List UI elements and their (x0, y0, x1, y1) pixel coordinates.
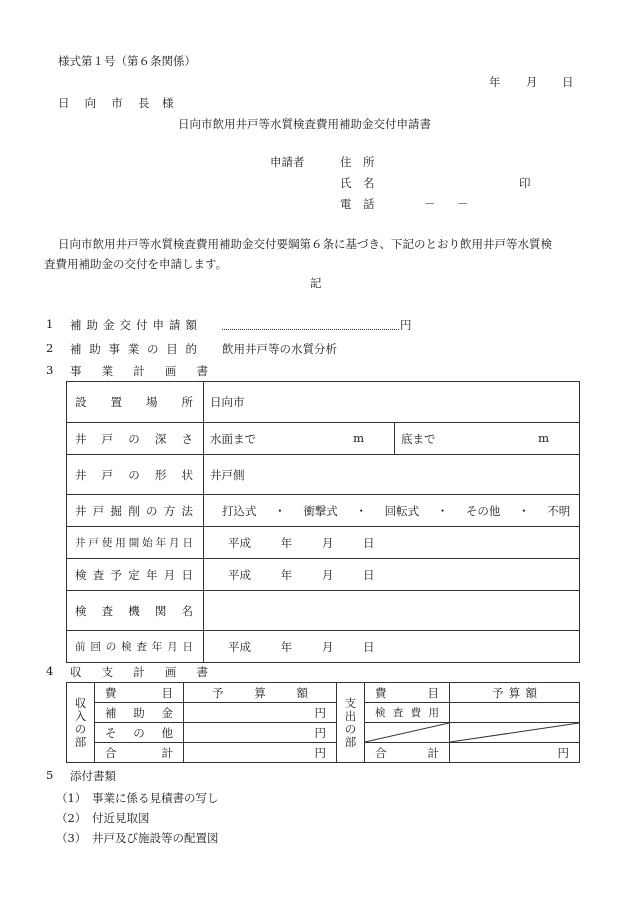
shape-label: 井戸の形状 (67, 455, 204, 495)
budget-row (67, 723, 580, 743)
method-option-kaiten[interactable]: 回転式 (384, 503, 420, 518)
expense-item-inspection: 検査費用 (365, 703, 450, 723)
expense-amount-inspection[interactable] (450, 703, 580, 723)
item2-value: 飲用井戸等の水質分析 (222, 342, 337, 356)
income-amount-subsidy[interactable]: 円 (184, 703, 337, 723)
income-item-subsidy: 補助金 (95, 703, 184, 723)
prev-date-value[interactable] (204, 631, 580, 663)
expense-item-total: 合計 (365, 743, 450, 763)
expense-amount-blank (450, 723, 580, 743)
expense-item-blank (365, 723, 450, 743)
income-section-label: 収入の部 (67, 683, 95, 763)
item1-unit: 円 (400, 318, 412, 332)
budget-header-row (67, 683, 580, 703)
income-col-item: 費目 (95, 683, 184, 703)
depth-water-label: 水面まで (210, 431, 256, 446)
method-option-unknown[interactable]: 不明 (547, 503, 571, 518)
item3-label: 事業計画書 (70, 364, 208, 378)
expense-col-item: 費目 (365, 683, 450, 703)
depth-water-unit: m (353, 430, 364, 445)
method-separator: ・ (436, 503, 449, 518)
attachment-3-text: 井戸及び施設等の配置図 (92, 831, 219, 845)
item1-label: 補助金交付申請額 (70, 318, 197, 332)
item4-label: 収支計画書 (70, 665, 208, 679)
era-label: 平成 (228, 567, 251, 582)
budget-row (67, 703, 580, 723)
diagonal-strike (450, 723, 579, 742)
depth-water-cell[interactable] (204, 423, 395, 455)
plan-row-agency (67, 591, 580, 631)
year-label: 年 (280, 639, 293, 654)
exam-date-value[interactable] (204, 559, 580, 591)
plan-row-depth (67, 423, 580, 455)
budget-table (66, 682, 580, 763)
body-text-line-1: 日向市飲用井戸等水質検査費用補助金交付要綱第６条に基づき、下記のとおり飲用井戸等水質検 (58, 237, 553, 251)
income-amount-total[interactable]: 円 (184, 743, 337, 763)
start-date-value[interactable] (204, 527, 580, 559)
depth-bottom-cell[interactable] (395, 423, 580, 455)
seal-mark: 印 (519, 176, 531, 190)
plan-row-method (67, 495, 580, 527)
item1-amount-field[interactable] (222, 317, 399, 333)
addressee-honorific: 様 (162, 96, 174, 110)
item2-number: 2 (46, 341, 54, 355)
diagonal-strike (365, 723, 449, 742)
phone-separator-1: － (424, 197, 436, 211)
name-label: 氏 名 (340, 176, 375, 190)
day-label: 日 (362, 639, 375, 654)
income-col-amount: 予算額 (184, 683, 337, 703)
prev-date-label: 前回の検査年月日 (67, 631, 204, 663)
page-title: 日向市飲用井戸等水質検査費用補助金交付申請書 (178, 117, 431, 131)
phone-label: 電 話 (340, 197, 375, 211)
year-label: 年 (280, 567, 293, 582)
item1-number: 1 (46, 317, 54, 331)
location-value[interactable]: 日向市 (204, 382, 580, 423)
date-day: 日 (562, 75, 574, 89)
plan-row-location (67, 382, 580, 423)
depth-label: 井戸の深さ (67, 423, 204, 455)
expense-section-label: 支出の部 (337, 683, 365, 763)
applicant-label: 申請者 (270, 155, 305, 169)
location-label: 設置場所 (67, 382, 204, 423)
method-separator: ・ (274, 503, 286, 518)
expense-amount-total[interactable]: 円 (450, 743, 580, 763)
day-label: 日 (362, 535, 375, 550)
body-text-line-2: 査費用補助金の交付を申請します。 (44, 257, 228, 271)
method-label: 井戸掘削の方法 (67, 495, 204, 527)
attachment-2-number: （2） (56, 811, 87, 825)
shape-value[interactable]: 井戸側 (204, 455, 580, 495)
addressee-name: 日 向 市 長 (58, 96, 156, 110)
date-month: 月 (526, 75, 538, 89)
era-label: 平成 (228, 535, 251, 550)
phone-separator-2: － (457, 197, 469, 211)
depth-bottom-label: 底まで (401, 431, 436, 446)
attachment-1-text: 事業に係る見積書の写し (92, 791, 219, 805)
plan-row-shape (67, 455, 580, 495)
month-label: 月 (321, 535, 334, 550)
month-label: 月 (321, 567, 334, 582)
start-date-label: 井戸使用開始年月日 (67, 527, 204, 559)
attachment-3-number: （3） (56, 831, 87, 845)
agency-label: 検査機関名 (67, 591, 204, 631)
year-label: 年 (280, 535, 293, 550)
item3-number: 3 (46, 363, 54, 377)
item5-label: 添付書類 (70, 769, 116, 783)
depth-bottom-unit: m (538, 430, 549, 445)
plan-row-exam-date (67, 559, 580, 591)
item4-number: 4 (46, 664, 54, 678)
address-label: 住 所 (340, 155, 375, 169)
method-separator: ・ (518, 503, 530, 518)
budget-total-row (67, 743, 580, 763)
plan-table (66, 381, 580, 663)
plan-row-start-date (67, 527, 580, 559)
day-label: 日 (362, 567, 375, 582)
attachment-2-text: 付近見取図 (92, 811, 150, 825)
date-year: 年 (489, 75, 501, 89)
agency-value[interactable] (204, 591, 580, 631)
item2-label: 補助事業の目的 (70, 342, 197, 356)
plan-row-prev-date (67, 631, 580, 663)
month-label: 月 (321, 639, 334, 654)
method-separator: ・ (355, 503, 367, 518)
attachment-1-number: （1） (56, 791, 87, 805)
method-option-other[interactable]: その他 (465, 503, 501, 518)
method-options (204, 495, 580, 527)
ki-heading: 記 (310, 276, 322, 290)
expense-col-amount: 予算額 (450, 683, 580, 703)
income-item-other: その他 (95, 723, 184, 743)
era-label: 平成 (228, 639, 251, 654)
method-option-uchikomi[interactable]: 打込式 (222, 503, 257, 518)
income-item-total: 合計 (95, 743, 184, 763)
form-number: 様式第１号（第６条関係） (58, 54, 196, 68)
exam-date-label: 検査予定年月日 (67, 559, 204, 591)
income-amount-other[interactable]: 円 (184, 723, 337, 743)
method-option-shougeki[interactable]: 衝撃式 (303, 503, 338, 518)
item5-number: 5 (46, 768, 54, 782)
